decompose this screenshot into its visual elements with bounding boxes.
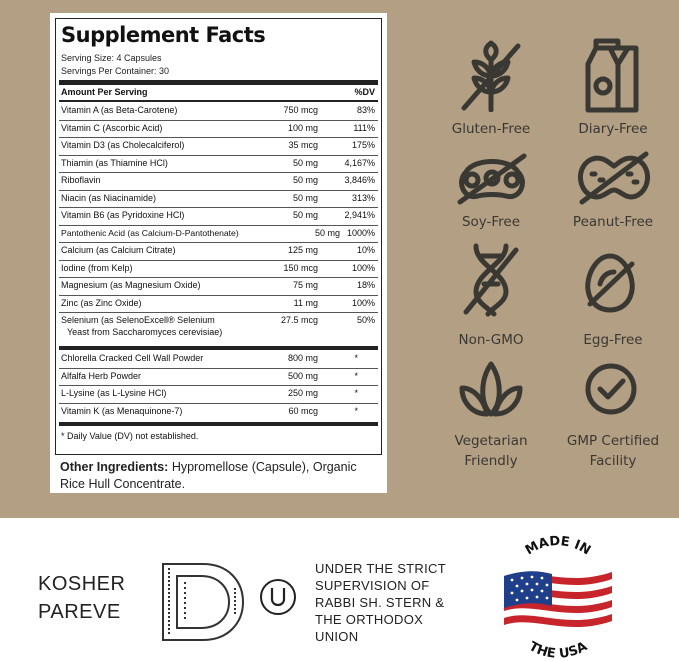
nutrient-row <box>59 242 378 261</box>
feature-label-line2: Facility <box>589 453 637 469</box>
statement-line: THE ORTHODOX <box>315 612 424 627</box>
nutrient-amount: 150 mcg <box>283 262 318 273</box>
feature-gluten-free: Gluten-Free <box>451 121 531 137</box>
nutrient-row <box>59 120 378 139</box>
nutrient-row <box>59 225 378 244</box>
nutrient-name: Iodine (from Kelp) <box>61 262 133 273</box>
ingredient-name: Chlorella Cracked Cell Wall Powder <box>61 353 204 363</box>
made-in-usa-badge <box>494 528 622 658</box>
nutrient-row <box>59 155 378 174</box>
nutrient-dv: 4,167% <box>344 157 375 168</box>
nutrient-amount: 11 mg <box>293 297 318 308</box>
nutrient-name: Vitamin C (Ascorbic Acid) <box>61 122 163 133</box>
kosher-d-seal-icon <box>157 558 247 646</box>
supplement-facts-title: Supplement Facts <box>61 23 266 47</box>
dna-icon <box>462 242 520 318</box>
feature-gmp-certified-facility <box>558 431 668 471</box>
ingredient-row <box>59 350 378 369</box>
feature-egg-free: Egg-Free <box>583 332 643 348</box>
egg-icon <box>580 250 640 314</box>
nutrient-row <box>59 190 378 209</box>
supplement-facts-panel <box>50 13 387 493</box>
nutrient-amount: 50 mg <box>292 157 318 168</box>
feature-non-gmo: Non-GMO <box>458 332 524 348</box>
nutrient-name-continued: Yeast from Saccharomyces cerevisiae) <box>67 327 223 337</box>
nutrient-amount: 125 mg <box>287 245 318 255</box>
thick-divider <box>59 422 378 426</box>
ingredient-dv: * <box>354 370 358 381</box>
ingredient-row <box>59 385 378 404</box>
thick-divider <box>59 346 378 350</box>
statement-line: RABBI SH. STERN & <box>315 595 445 610</box>
feature-soy-free: Soy-Free <box>461 214 521 230</box>
nutrient-name: Zinc (as Zinc Oxide) <box>61 297 142 308</box>
made-in-text: MADE IN <box>522 534 594 559</box>
nutrient-dv: 50% <box>356 315 375 325</box>
nutrient-name: Vitamin A (as Beta-Carotene) <box>61 105 178 115</box>
other-ingredients-label: Other Ingredients: <box>60 460 169 474</box>
feature-vegetarian-friendly <box>436 431 546 471</box>
nutrient-amount: 35 mcg <box>288 140 318 150</box>
feature-diary-free: Diary-Free <box>578 121 648 137</box>
nutrient-name: Vitamin B6 (as Pyridoxine HCl) <box>61 210 185 220</box>
nutrient-row <box>59 207 378 226</box>
nutrient-dv: 2,941% <box>344 210 375 220</box>
nutrient-amount: 50 mg <box>314 227 340 238</box>
ingredient-amount: 250 mg <box>287 388 318 398</box>
nutrient-dv: 111% <box>353 122 375 133</box>
nutrient-dv: 10% <box>356 245 375 255</box>
wheat-icon <box>460 40 522 112</box>
ingredient-row <box>59 403 378 421</box>
nutrient-amount: 27.5 mcg <box>280 315 318 325</box>
milk-carton-icon <box>584 38 640 114</box>
kosher-line: KOSHER <box>38 573 126 595</box>
statement-line: UNION <box>315 629 359 644</box>
other-ingredients-text: Hypromellose (Capsule), Organic Rice Hull Concentrate. <box>60 460 357 491</box>
nutrient-dv: 100% <box>351 262 375 273</box>
nutrient-dv: 3,846% <box>344 175 375 185</box>
nutrient-amount: 50 mg <box>292 192 318 203</box>
leaf-icon <box>458 360 524 418</box>
nutrient-amount: 50 mg <box>292 210 318 220</box>
nutrient-row <box>59 260 378 279</box>
nutrient-amount: 100 mg <box>287 122 318 133</box>
nutrient-name: Pantothenic Acid (as Calcium-D-Pantothenate) <box>61 227 239 238</box>
feature-label-line1: GMP Certified <box>566 433 660 449</box>
nutrient-row <box>59 295 378 314</box>
statement-line: UNDER THE STRICT <box>315 561 446 576</box>
peanut-icon <box>574 150 654 206</box>
ingredient-amount: 800 mg <box>287 353 318 363</box>
ingredient-name: L-Lysine (as L-Lysine HCl) <box>61 388 167 398</box>
kosher-supervision-statement <box>315 560 446 645</box>
supplement-facts-label <box>55 18 382 455</box>
nutrient-dv: 83% <box>356 105 375 115</box>
the-usa-text: THE USA <box>526 639 590 658</box>
nutrient-name: Calcium (as Calcium Citrate) <box>61 245 176 255</box>
ingredient-dv: * <box>354 353 358 363</box>
ingredient-name: Alfalfa Herb Powder <box>61 370 142 381</box>
nutrient-dv: 313% <box>351 192 375 203</box>
nutrient-dv: 100% <box>351 297 375 308</box>
nutrient-dv: 18% <box>356 280 375 290</box>
servings-per-container: Servings Per Container: 30 <box>61 66 170 76</box>
kosher-pareve <box>38 570 125 626</box>
ingredient-name: Vitamin K (as Menaquinone-7) <box>61 405 183 416</box>
nutrient-dv: 1000% <box>346 227 375 238</box>
orthodox-union-icon <box>258 577 298 617</box>
feature-label-line1: Vegetarian <box>454 433 528 449</box>
nutrient-row <box>59 172 378 191</box>
amount-per-serving-header: Amount Per Serving <box>61 87 148 97</box>
nutrient-row-selenium <box>59 312 378 347</box>
pareve-line: PAREVE <box>38 601 121 623</box>
dv-footnote: * Daily Value (DV) not established. <box>61 431 199 441</box>
dv-header: %DV <box>354 87 375 97</box>
us-flag-icon <box>504 571 612 630</box>
nutrient-name: Niacin (as Niacinamide) <box>61 192 157 203</box>
feature-label-line2: Friendly <box>464 453 518 469</box>
nutrient-amount: 75 mg <box>292 280 318 290</box>
nutrient-name: Magnesium (as Magnesium Oxide) <box>61 280 201 290</box>
serving-size: Serving Size: 4 Capsules <box>61 53 162 63</box>
nutrient-row <box>59 137 378 156</box>
ingredient-row <box>59 368 378 387</box>
nutrient-dv: 175% <box>351 140 375 150</box>
statement-line: SUPERVISION OF <box>315 578 430 593</box>
thick-divider <box>59 80 378 85</box>
nutrient-amount: 50 mg <box>292 175 318 185</box>
nutrient-row <box>59 277 378 296</box>
check-circle-icon <box>584 362 638 416</box>
nutrient-name: Selenium (as SelenoExcell® Selenium <box>61 315 215 325</box>
nutrient-name: Riboflavin <box>61 175 101 185</box>
nutrient-amount: 750 mcg <box>283 105 318 115</box>
ingredient-amount: 60 mcg <box>288 405 318 416</box>
ingredient-amount: 500 mg <box>287 370 318 381</box>
feature-peanut-free: Peanut-Free <box>572 214 654 230</box>
ingredient-dv: * <box>354 405 358 416</box>
ingredient-dv: * <box>354 388 358 398</box>
soybean-icon <box>452 152 532 206</box>
nutrient-name: Thiamin (as Thiamine HCl) <box>61 157 168 168</box>
nutrient-row <box>59 102 378 121</box>
nutrient-name: Vitamin D3 (as Cholecalciferol) <box>61 140 185 150</box>
other-ingredients <box>60 459 385 493</box>
